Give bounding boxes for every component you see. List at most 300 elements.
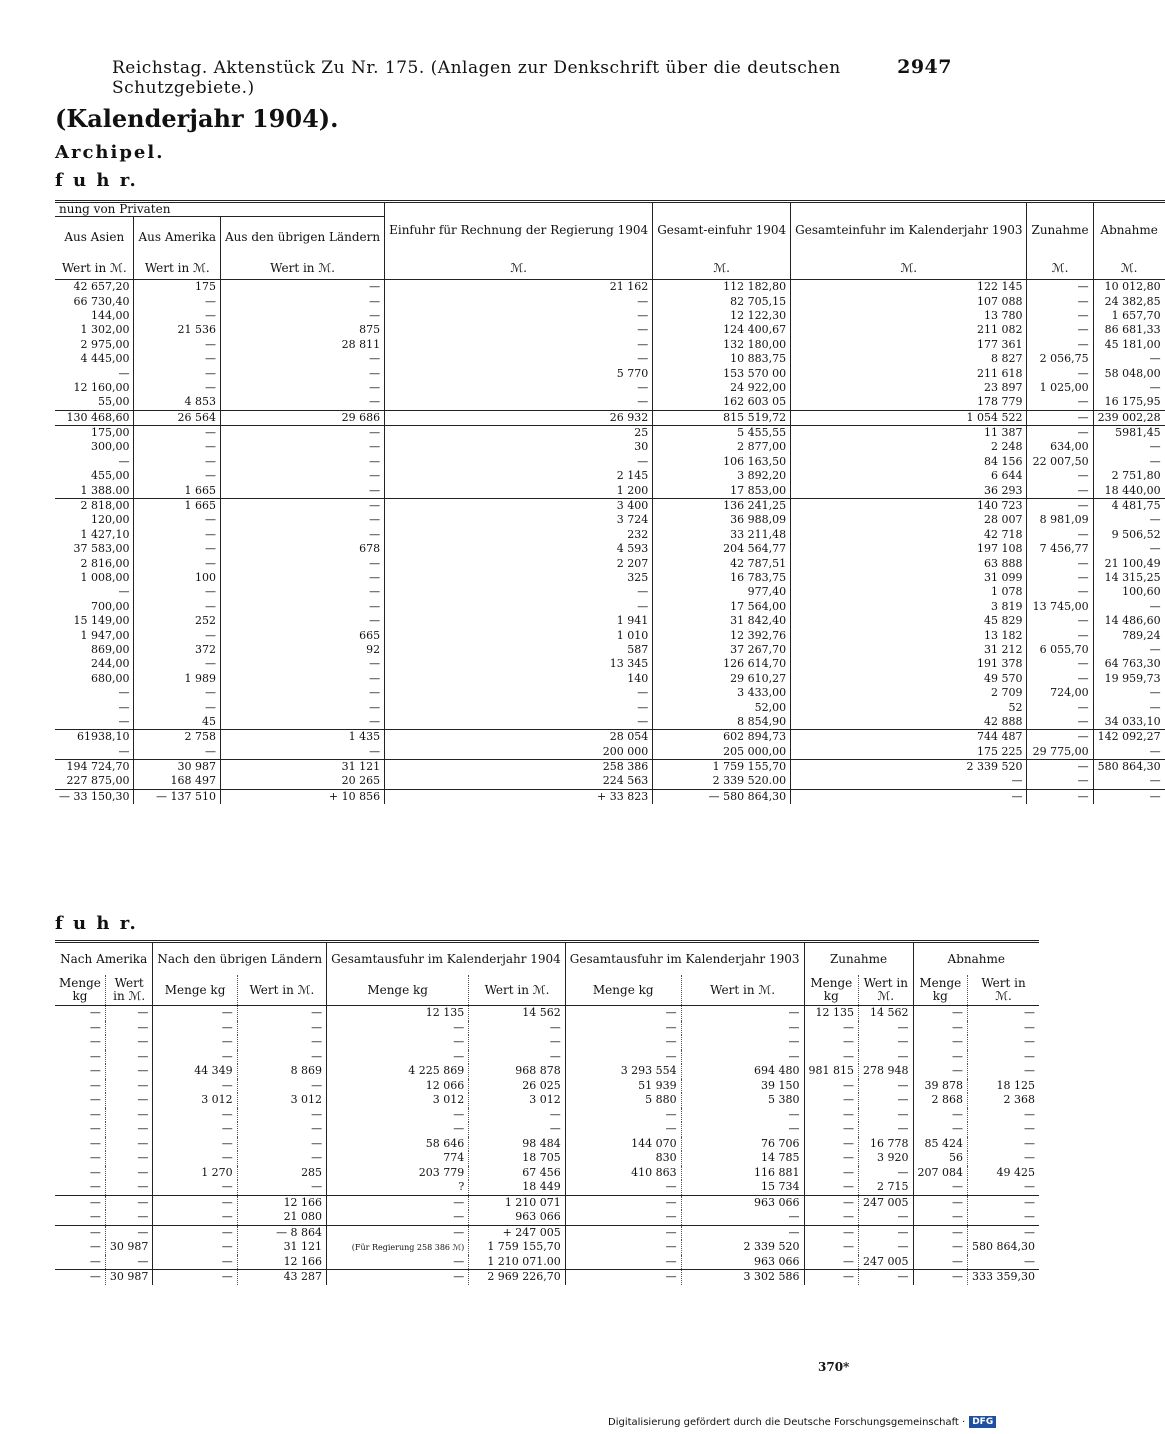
table-cell: — bbox=[469, 1035, 566, 1050]
table-cell: — bbox=[1027, 294, 1093, 308]
table-cell: 1 759 155,70 bbox=[653, 759, 791, 774]
table-row bbox=[55, 1108, 1039, 1123]
table-cell: — bbox=[913, 1006, 968, 1021]
table-cell: — bbox=[469, 1122, 566, 1137]
table-cell: 4 853 bbox=[134, 395, 221, 410]
table-cell: 410 863 bbox=[565, 1166, 681, 1181]
table-cell: 1 210 071 bbox=[469, 1195, 566, 1210]
table-cell: 13 745,00 bbox=[1027, 600, 1093, 614]
table-cell: 67 456 bbox=[469, 1166, 566, 1181]
table-cell: — bbox=[968, 1137, 1039, 1152]
page-number: 2947 bbox=[897, 56, 952, 78]
table-cell: 211 082 bbox=[791, 323, 1027, 337]
table-cell: 36 988,09 bbox=[653, 513, 791, 527]
table-cell: 9 506,52 bbox=[1093, 528, 1164, 542]
table-cell: — bbox=[105, 1122, 153, 1137]
table-cell: 963 066 bbox=[469, 1210, 566, 1225]
table-cell: 36 293 bbox=[791, 483, 1027, 498]
table-cell: — bbox=[859, 1108, 914, 1123]
table-cell: — bbox=[105, 1210, 153, 1225]
table-cell: 3 400 bbox=[385, 498, 653, 513]
table-cell: + 33 823 bbox=[385, 789, 653, 804]
table-cell: — bbox=[153, 1122, 237, 1137]
table-cell: — bbox=[804, 1050, 859, 1065]
table-cell: — bbox=[804, 1240, 859, 1255]
table-cell: 680,00 bbox=[90, 671, 130, 685]
table-cell: 8 869 bbox=[237, 1064, 326, 1079]
table-cell: 24 922,00 bbox=[653, 381, 791, 395]
footnote-mark: 370* bbox=[818, 1360, 850, 1374]
table-cell: 45 bbox=[134, 715, 221, 730]
table-cell: — bbox=[89, 1107, 101, 1121]
table-cell: 16 778 bbox=[859, 1137, 914, 1152]
table-row bbox=[55, 1210, 1039, 1225]
table-cell: — bbox=[791, 774, 1027, 789]
table-cell: 1 947,00 bbox=[80, 628, 130, 642]
table-cell: 2 818,00 bbox=[55, 498, 134, 513]
table-cell: 372 bbox=[134, 643, 221, 657]
unit-label: Menge kg bbox=[913, 975, 968, 1006]
table-row bbox=[55, 309, 1165, 323]
table-cell: — bbox=[681, 1050, 804, 1065]
table-cell: 49 570 bbox=[791, 672, 1027, 686]
table-cell: 106 163,50 bbox=[653, 455, 791, 469]
table-row bbox=[55, 657, 1165, 671]
table-cell: — bbox=[134, 556, 221, 570]
table-cell: — bbox=[1093, 455, 1164, 469]
table-cell: 24 382,85 bbox=[1093, 294, 1164, 308]
table-cell: 140 723 bbox=[791, 498, 1027, 513]
table-cell: — bbox=[1027, 730, 1093, 745]
table-cell: — bbox=[221, 672, 385, 686]
table-cell: — bbox=[385, 395, 653, 410]
unit-label: Wert in ℳ. bbox=[134, 257, 221, 280]
table-cell: 31 121 bbox=[221, 759, 385, 774]
table-cell: 2 816,00 bbox=[80, 556, 130, 570]
table-cell: — bbox=[118, 744, 130, 758]
table-row bbox=[55, 1050, 1039, 1065]
header-row bbox=[55, 942, 1039, 976]
table-cell: — bbox=[105, 1006, 153, 1021]
table-cell: — bbox=[89, 1078, 101, 1092]
table-cell: — bbox=[565, 1195, 681, 1210]
table-row bbox=[55, 483, 1165, 498]
table-cell: — bbox=[221, 440, 385, 454]
table-cell: — bbox=[565, 1050, 681, 1065]
table-cell: 1 010 bbox=[385, 628, 653, 642]
table-cell: — bbox=[134, 528, 221, 542]
table-cell: 5 455,55 bbox=[653, 425, 791, 440]
table-cell: — bbox=[1093, 513, 1164, 527]
header-text: Reichstag. Aktenstück Zu Nr. 175. (Anlagen zur Denkschrift über die deutschen Schutzgebiete.) bbox=[112, 58, 841, 98]
table-cell: 23 897 bbox=[791, 381, 1027, 395]
table-cell: 58 646 bbox=[327, 1137, 469, 1152]
table-cell: 37 583,00 bbox=[73, 542, 130, 556]
table-cell: — bbox=[385, 352, 653, 366]
column-header: Aus Asien bbox=[64, 229, 125, 244]
table-cell: — bbox=[913, 1108, 968, 1123]
table-cell: 26 564 bbox=[134, 410, 221, 425]
table-cell: — bbox=[105, 1064, 153, 1079]
table-cell: — bbox=[681, 1225, 804, 1240]
table-cell: 52,00 bbox=[653, 700, 791, 714]
table-cell: 2 339 520.00 bbox=[653, 774, 791, 789]
table-cell: 29 610,27 bbox=[653, 672, 791, 686]
table-cell: — bbox=[221, 280, 385, 295]
table-cell: 85 424 bbox=[913, 1137, 968, 1152]
table-cell: 3 433,00 bbox=[653, 686, 791, 700]
table-cell: — bbox=[221, 513, 385, 527]
table-cell: 44 349 bbox=[153, 1064, 237, 1079]
table-cell: 7 456,77 bbox=[1027, 542, 1093, 556]
table-cell: — bbox=[118, 714, 130, 728]
table-cell: — bbox=[221, 483, 385, 498]
table-cell: 8 854,90 bbox=[653, 715, 791, 730]
table-cell: 17 564,00 bbox=[653, 600, 791, 614]
table-cell: 8 981,09 bbox=[1027, 513, 1093, 527]
table-cell: — bbox=[327, 1195, 469, 1210]
table-cell: — bbox=[89, 1093, 101, 1107]
table-cell: — bbox=[385, 700, 653, 714]
table-cell: — bbox=[859, 1079, 914, 1094]
table-cell: — bbox=[565, 1270, 681, 1285]
table-cell: — bbox=[221, 309, 385, 323]
table-cell: 325 bbox=[385, 571, 653, 585]
table-cell: — bbox=[1027, 469, 1093, 483]
page-title: (Kalenderjahr 1904). bbox=[55, 104, 339, 133]
table-row bbox=[55, 745, 1165, 760]
table-cell: 26 025 bbox=[469, 1079, 566, 1094]
table-cell: 252 bbox=[134, 614, 221, 628]
table-cell: — bbox=[469, 1050, 566, 1065]
column-group-header: Nach den übrigen Ländern bbox=[153, 942, 327, 976]
table-cell: 122 145 bbox=[791, 280, 1027, 295]
table-cell: 1 657,70 bbox=[1093, 309, 1164, 323]
table-cell: 124 400,67 bbox=[653, 323, 791, 337]
table-cell: — bbox=[1027, 366, 1093, 380]
table-cell: — bbox=[153, 1079, 237, 1094]
table-cell: 1 302,00 bbox=[80, 323, 130, 337]
table-cell: — bbox=[153, 1151, 237, 1166]
table-cell: 244,00 bbox=[90, 657, 130, 671]
table-cell: — bbox=[89, 1035, 101, 1049]
table-row bbox=[55, 1035, 1039, 1050]
table-cell: 3 012 bbox=[237, 1093, 326, 1108]
table-cell: — bbox=[89, 1180, 101, 1194]
table-cell: 31 121 bbox=[237, 1240, 326, 1255]
table-cell: — bbox=[565, 1210, 681, 1225]
table-row bbox=[55, 366, 1165, 380]
table-cell: 300,00 bbox=[90, 440, 130, 454]
table-cell: 2 715 bbox=[859, 1180, 914, 1195]
table-cell: 875 bbox=[221, 323, 385, 337]
table-cell: — bbox=[1027, 309, 1093, 323]
table-cell: — bbox=[134, 381, 221, 395]
table-cell: 132 180,00 bbox=[653, 338, 791, 352]
table-row bbox=[55, 1079, 1039, 1094]
table-cell: — bbox=[221, 469, 385, 483]
table-cell: — bbox=[89, 1151, 101, 1165]
table-row bbox=[55, 410, 1165, 425]
table-cell: — bbox=[804, 1137, 859, 1152]
table-cell: — bbox=[118, 454, 130, 468]
table-cell: — bbox=[1093, 352, 1164, 366]
table-cell: — bbox=[859, 1035, 914, 1050]
table-cell: — bbox=[913, 1021, 968, 1036]
table-cell: — bbox=[385, 381, 653, 395]
table-cell: — bbox=[153, 1050, 237, 1065]
table-cell: 203 779 bbox=[327, 1166, 469, 1181]
column-header: Zunahme bbox=[1027, 202, 1093, 258]
table-cell: — bbox=[153, 1035, 237, 1050]
table-cell: — bbox=[859, 1122, 914, 1137]
table-cell: — bbox=[153, 1195, 237, 1210]
table-cell: — bbox=[237, 1151, 326, 1166]
table-cell: — bbox=[134, 440, 221, 454]
table-cell: — bbox=[968, 1050, 1039, 1065]
unit-label: Wert in ℳ. bbox=[469, 975, 566, 1006]
table-row bbox=[55, 759, 1165, 774]
table-cell: 42 787,51 bbox=[653, 556, 791, 570]
table-cell: — bbox=[237, 1035, 326, 1050]
table-row bbox=[55, 469, 1165, 483]
table-cell: — bbox=[153, 1255, 237, 1270]
table-cell: 144,00 bbox=[90, 308, 130, 322]
table-cell: 130 468,60 bbox=[55, 410, 134, 425]
table-cell: — 33 150,30 bbox=[55, 789, 134, 804]
table-row bbox=[55, 1195, 1039, 1210]
table-cell: 3 012 bbox=[469, 1093, 566, 1108]
table-cell: 13 345 bbox=[385, 657, 653, 671]
table-cell: — bbox=[859, 1050, 914, 1065]
table-cell: — bbox=[105, 1108, 153, 1123]
table-row bbox=[55, 542, 1165, 556]
table-cell: — bbox=[385, 585, 653, 599]
table-cell: — bbox=[385, 323, 653, 337]
table-row bbox=[55, 585, 1165, 599]
table-cell: 700,00 bbox=[90, 599, 130, 613]
table-cell: 14 486,60 bbox=[1093, 614, 1164, 628]
table-cell: 28 811 bbox=[221, 338, 385, 352]
table-cell: 107 088 bbox=[791, 294, 1027, 308]
table-cell: — bbox=[153, 1210, 237, 1225]
table-row bbox=[55, 774, 1165, 789]
table-cell: 15 734 bbox=[681, 1180, 804, 1195]
table-cell: 12 166 bbox=[237, 1195, 326, 1210]
column-header: Gesamt-einfuhr 1904 bbox=[653, 202, 791, 258]
table-cell: 144 070 bbox=[565, 1137, 681, 1152]
table-cell: — bbox=[1027, 425, 1093, 440]
column-header: Abnahme bbox=[1093, 202, 1164, 258]
table-cell: — bbox=[221, 381, 385, 395]
table-cell: — bbox=[89, 1064, 101, 1078]
table-cell: 30 987 bbox=[134, 759, 221, 774]
table-cell: — bbox=[153, 1108, 237, 1123]
table-cell: 14 562 bbox=[469, 1006, 566, 1021]
table-cell: — bbox=[913, 1050, 968, 1065]
table-cell: 789,24 bbox=[1093, 628, 1164, 642]
table-cell: 580 864,30 bbox=[968, 1240, 1039, 1255]
table-cell: 55,00 bbox=[97, 395, 130, 409]
table-cell: — bbox=[153, 1137, 237, 1152]
table-cell: — bbox=[327, 1050, 469, 1065]
table-cell: 665 bbox=[221, 628, 385, 642]
table-cell: — bbox=[859, 1166, 914, 1181]
table-cell: 1 210 071.00 bbox=[469, 1255, 566, 1270]
table-cell: — bbox=[913, 1122, 968, 1137]
unit-label: Wert in ℳ. bbox=[55, 257, 134, 280]
table-row bbox=[55, 1240, 1039, 1255]
table-row bbox=[55, 1166, 1039, 1181]
table-cell: — 8 864 bbox=[237, 1225, 326, 1240]
table-cell: 1 078 bbox=[791, 585, 1027, 599]
table-cell: 153 570 00 bbox=[653, 366, 791, 380]
table-cell: 12 166 bbox=[237, 1255, 326, 1270]
table-cell: — bbox=[1027, 483, 1093, 498]
table-cell: 22 007,50 bbox=[1027, 455, 1093, 469]
table-cell: 2 145 bbox=[385, 469, 653, 483]
table-cell: — bbox=[804, 1166, 859, 1181]
table-cell: 2 248 bbox=[791, 440, 1027, 454]
export-heading: f u h r. bbox=[55, 913, 138, 934]
digitization-footer bbox=[608, 1416, 996, 1428]
table-cell: — 137 510 bbox=[134, 789, 221, 804]
table-cell: 21 536 bbox=[134, 323, 221, 337]
table-cell: 51 939 bbox=[565, 1079, 681, 1094]
table-cell: — bbox=[1027, 672, 1093, 686]
table-cell: — bbox=[134, 469, 221, 483]
table-cell: 8 827 bbox=[791, 352, 1027, 366]
table-row bbox=[55, 323, 1165, 337]
table-cell: 4 445,00 bbox=[80, 352, 130, 366]
table-cell: 2 709 bbox=[791, 686, 1027, 700]
table-cell: 56 bbox=[913, 1151, 968, 1166]
table-cell: 278 948 bbox=[859, 1064, 914, 1079]
unit-label: Wert in ℳ. bbox=[221, 257, 385, 280]
table-cell: — bbox=[134, 600, 221, 614]
table-cell: 3 293 554 bbox=[565, 1064, 681, 1079]
table-cell: — bbox=[153, 1180, 237, 1195]
table-cell: — bbox=[153, 1006, 237, 1021]
table-cell: 66 730,40 bbox=[73, 294, 130, 308]
table-cell: — bbox=[1027, 774, 1093, 789]
table-row bbox=[55, 1093, 1039, 1108]
table-cell: 2 877,00 bbox=[653, 440, 791, 454]
table-cell: — bbox=[327, 1225, 469, 1240]
table-cell: 1 054 522 bbox=[791, 410, 1027, 425]
table-cell: 61938,10 bbox=[55, 730, 134, 745]
table-cell: 774 bbox=[327, 1151, 469, 1166]
table-cell: 724,00 bbox=[1027, 686, 1093, 700]
table-cell: — bbox=[1093, 542, 1164, 556]
column-group-header: Abnahme bbox=[913, 942, 1039, 976]
table-cell: — bbox=[1027, 789, 1093, 804]
table-cell: — bbox=[221, 700, 385, 714]
column-header: Einfuhr für Rechnung der Regierung 1904 bbox=[385, 202, 653, 258]
table-cell: 5 770 bbox=[385, 366, 653, 380]
table-cell: 175,00 bbox=[55, 425, 134, 440]
table-cell: — bbox=[105, 1137, 153, 1152]
table-cell: 136 241,25 bbox=[653, 498, 791, 513]
table-cell: 977,40 bbox=[653, 585, 791, 599]
table-cell: — bbox=[118, 585, 130, 599]
table-cell: 2 339 520 bbox=[791, 759, 1027, 774]
table-cell: 2 339 520 bbox=[681, 1240, 804, 1255]
table-cell: 204 564,77 bbox=[653, 542, 791, 556]
table-cell: 12 392,76 bbox=[653, 628, 791, 642]
table-cell: 3 012 bbox=[327, 1093, 469, 1108]
table-row bbox=[55, 686, 1165, 700]
table-cell: 21 100,49 bbox=[1093, 556, 1164, 570]
table-cell: — bbox=[385, 455, 653, 469]
table-cell: 1 200 bbox=[385, 483, 653, 498]
table-cell: — bbox=[327, 1108, 469, 1123]
table-cell: — bbox=[221, 614, 385, 628]
unit-label: ℳ. bbox=[1027, 257, 1093, 280]
table-cell: — bbox=[134, 628, 221, 642]
table-cell: 82 705,15 bbox=[653, 294, 791, 308]
table-cell: — bbox=[237, 1122, 326, 1137]
unit-label: Wert in ℳ. bbox=[681, 975, 804, 1006]
table-cell: — bbox=[913, 1270, 968, 1285]
table-cell: — bbox=[134, 366, 221, 380]
table-cell: — bbox=[859, 1240, 914, 1255]
table-cell: — bbox=[1093, 686, 1164, 700]
table-cell: — bbox=[968, 1021, 1039, 1036]
table-cell: — bbox=[221, 395, 385, 410]
table-cell: 14 562 bbox=[859, 1006, 914, 1021]
table-row bbox=[55, 395, 1165, 410]
table-cell: — bbox=[385, 309, 653, 323]
table-row bbox=[55, 440, 1165, 454]
table-cell: 92 bbox=[221, 643, 385, 657]
table-cell: 142 092,27 bbox=[1093, 730, 1164, 745]
unit-label: Menge kg bbox=[804, 975, 859, 1006]
table-cell: — bbox=[118, 700, 130, 714]
table-cell: 26 932 bbox=[385, 410, 653, 425]
table-cell: — bbox=[804, 1093, 859, 1108]
table-cell: — bbox=[55, 1195, 105, 1210]
table-cell: — bbox=[968, 1255, 1039, 1270]
table-cell: — bbox=[804, 1255, 859, 1270]
table-row bbox=[55, 1122, 1039, 1137]
table-cell: — bbox=[153, 1021, 237, 1036]
table-cell: 1 989 bbox=[134, 672, 221, 686]
table-cell: 191 378 bbox=[791, 657, 1027, 671]
import-heading: f u h r. bbox=[55, 170, 138, 191]
table-cell: — bbox=[118, 686, 130, 700]
table-cell: 39 878 bbox=[913, 1079, 968, 1094]
unit-label: Menge kg bbox=[327, 975, 469, 1006]
table-cell: — bbox=[681, 1006, 804, 1021]
table-cell: 207 084 bbox=[913, 1166, 968, 1181]
table-cell: 30 987 bbox=[105, 1240, 153, 1255]
table-cell: 29 775,00 bbox=[1027, 745, 1093, 760]
table-cell: — bbox=[327, 1270, 469, 1285]
table-row bbox=[55, 381, 1165, 395]
table-cell: — bbox=[221, 425, 385, 440]
table-cell: — bbox=[913, 1064, 968, 1079]
column-header: Gesamteinfuhr im Kalenderjahr 1903 bbox=[791, 202, 1027, 258]
table-cell: 5 880 bbox=[565, 1093, 681, 1108]
table-cell: — bbox=[105, 1021, 153, 1036]
table-row bbox=[55, 1180, 1039, 1195]
table-cell: — bbox=[134, 585, 221, 599]
table-cell: — bbox=[89, 1049, 101, 1063]
table-cell: — bbox=[105, 1093, 153, 1108]
table-cell: — bbox=[221, 571, 385, 585]
table-cell: 587 bbox=[385, 643, 653, 657]
